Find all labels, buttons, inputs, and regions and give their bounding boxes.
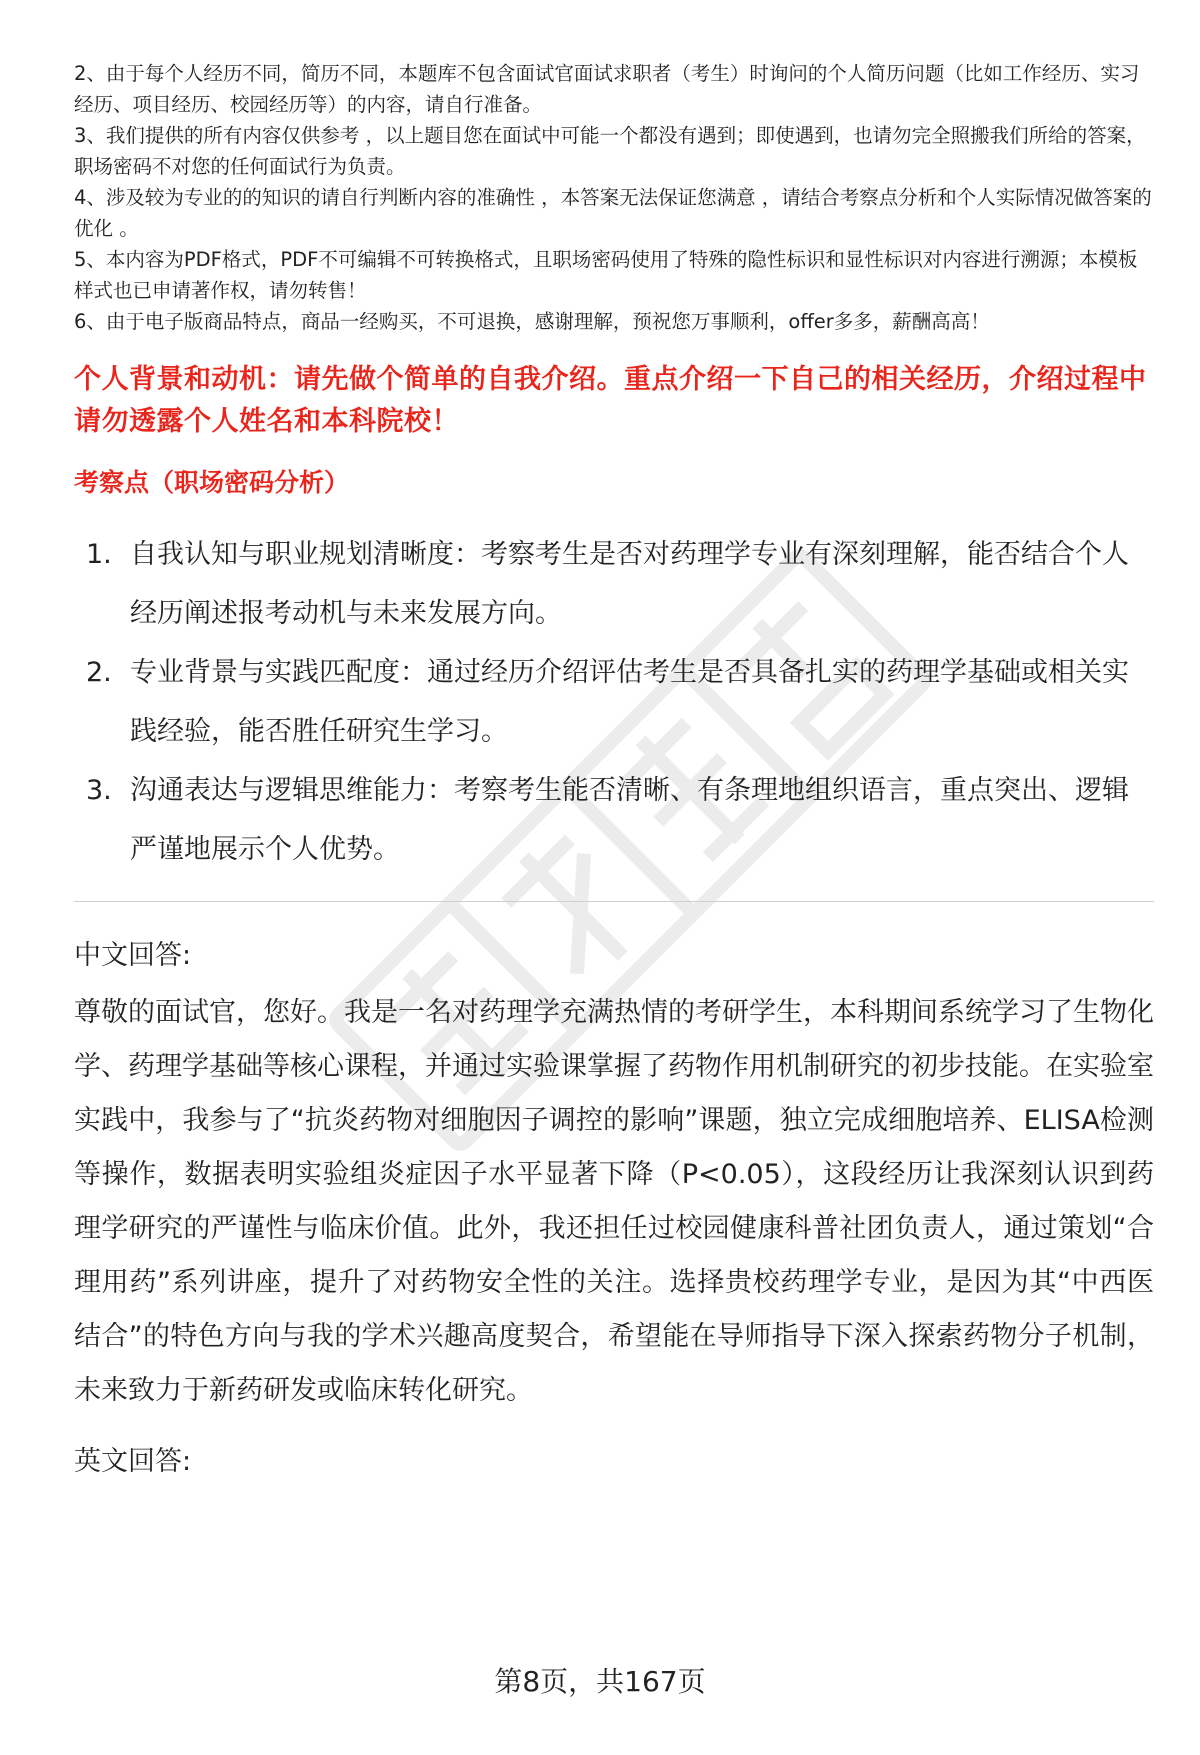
page-content [74,58,1154,1482]
interview-question: 个人背景和动机：请先做个简单的自我介绍。重点介绍一下自己的相关经历，介绍过程中请勿透露个人姓名和本科院校！ [74,364,1147,437]
answer-en-label: 英文回答: [74,1446,192,1477]
analysis-point [74,761,1154,879]
analysis-points [74,525,1154,879]
point-number: 3. [86,775,112,806]
notice-item: 6、由于电子版商品特点，商品一经购买，不可退换，感谢理解，预祝您万事顺利，offer多多，薪酬高高！ [74,310,990,333]
analysis-heading: 考察点（职场密码分析） [74,468,350,497]
point-text: 自我认知与职业规划清晰度：考察考生是否对药理学专业有深刻理解，能否结合个人经历阐述报考动机与未来发展方向。 [130,539,1129,629]
notice-item: 3、我们提供的所有内容仅供参考 ，以上题目您在面试中可能一个都没有遇到；即使遇到，也请勿完全照搬我们所给的答案，职场密码不对您的任何面试行为负责。 [74,124,1146,178]
point-number: 2. [86,657,112,688]
point-number: 1. [86,539,112,570]
notice-item: 2、由于每个人经历不同，简历不同，本题库不包含面试官面试求职者（考生）时询问的个人简历问题（比如工作经历、实习经历、项目经历、校园经历等）的内容，请自行准备。 [74,62,1140,116]
point-text: 专业背景与实践匹配度：通过经历介绍评估考生是否具备扎实的药理学基础或相关实践经验，能否胜任研究生学习。 [130,657,1129,747]
page-number: 第8页，共167页 [494,1665,706,1698]
answer-cn-body: 尊敬的面试官，您好。我是一名对药理学充满热情的考研学生，本科期间系统学习了生物化学、药理学基础等核心课程，并通过实验课掌握了药物作用机制研究的初步技能。在实验室实践中，我参与了“抗炎药物对细胞因子调控的影响”课题，独立完成细胞培养、ELISA检测等操作，数据表明实验组炎症因子水平显著下降（P<0.05），这段经历让我深刻认识到药理学研究的严谨性与临床价值。此外，我还担任过校园健康科普社团负责人，通过策划“合理用药”系列讲座，提升了对药物安全性的关注。选择贵校药理学专业，是因为其“中西医结合”的特色方向与我的学术兴趣高度契合，希望能在导师指导下深入探索药物分子机制，未来致力于新药研发或临床转化研究。 [74,997,1154,1406]
section-divider [74,901,1154,902]
point-text: 沟通表达与逻辑思维能力：考察考生能否清晰、有条理地组织语言，重点突出、逻辑严谨地展示个人优势。 [130,775,1129,865]
notice-item: 4、涉及较为专业的的知识的请自行判断内容的准确性 ，本答案无法保证您满意 ，请结合考察点分析和个人实际情况做答案的优化 。 [74,186,1152,240]
notice-list [74,58,1154,337]
analysis-point [74,643,1154,761]
answer-cn-label: 中文回答: [74,940,192,971]
notice-item: 5、本内容为PDF格式，PDF不可编辑不可转换格式，且职场密码使用了特殊的隐性标识和显性标识对内容进行溯源；本模板样式也已申请著作权，请勿转售！ [74,248,1138,302]
analysis-point [74,525,1154,643]
